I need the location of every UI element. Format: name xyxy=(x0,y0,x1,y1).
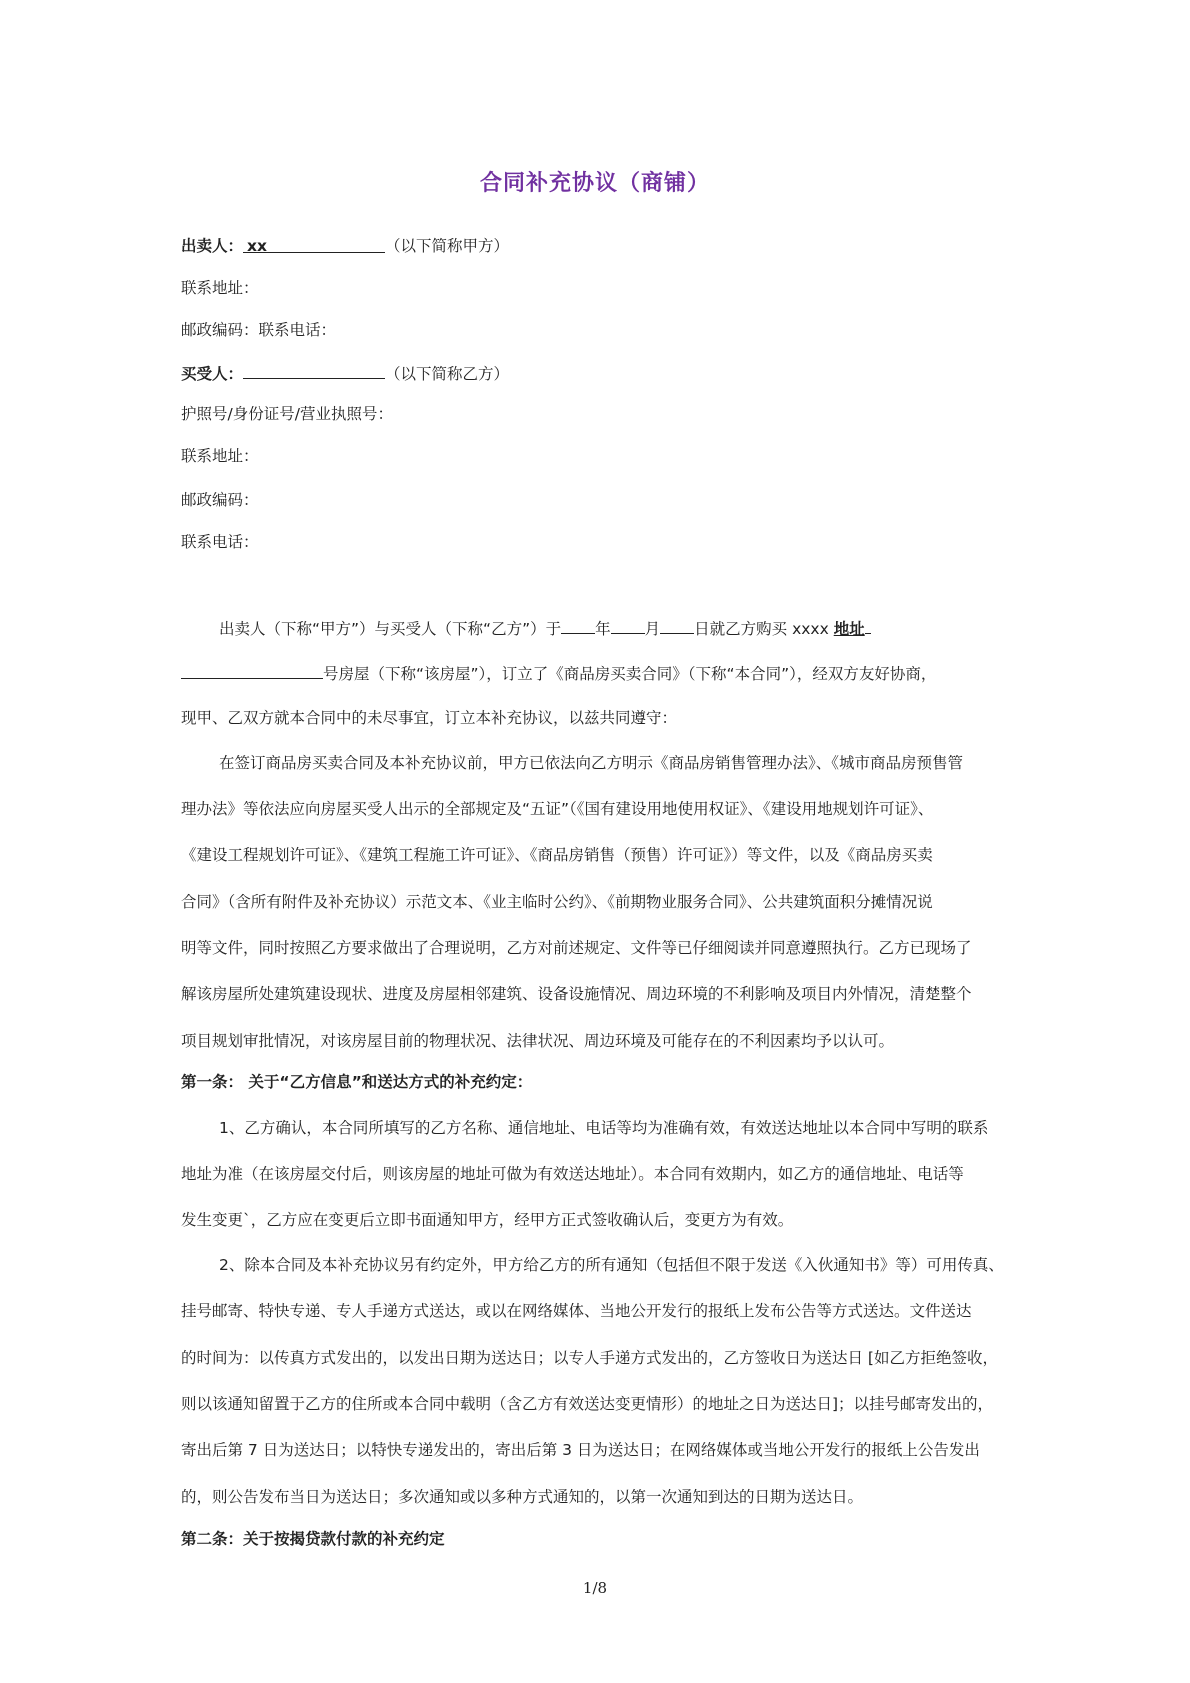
year-label: 年 xyxy=(595,620,611,638)
document-title: 合同补充协议（商铺） xyxy=(479,171,710,196)
page-number: 1/8 xyxy=(582,1579,608,1597)
id-number-line: 护照号/身份证号/营业执照号： xyxy=(181,405,393,423)
contact-address-2: 联系地址： xyxy=(181,447,259,465)
body-line-2: 理办法》等依法应向房屋买受人出示的全部规定及“五证”（《国有建设用地使用权证》、《建设用地规划许可证》、 xyxy=(181,800,934,818)
article-1-item-2-line-1: 2、除本合同及本补充协议另有约定外，甲方给乙方的所有通知（包括但不限于发送《入伙通知书》等）可用传真、 xyxy=(219,1256,1004,1274)
body-line-5: 明等文件，同时按照乙方要求做出了合理说明，乙方对前述规定、文件等已仔细阅读并同意遵照执行。乙方已现场了 xyxy=(181,939,972,957)
buyer-blank xyxy=(243,362,385,379)
seller-line xyxy=(181,236,509,256)
article-1-item-1-line-1: 1、乙方确认，本合同所填写的乙方名称、通信地址、电话等均为准确有效，有效送达地址以本合同中写明的联系 xyxy=(219,1119,989,1137)
intro-text-b: 日就乙方购买 xxxx xyxy=(694,620,834,638)
article-1-item-2-line-3: 的时间为：以传真方式发出的，以发出日期为送达日；以专人手递方式发出的，乙方签收日为送达日 [如乙方拒绝签收， xyxy=(181,1349,998,1367)
seller-blank xyxy=(243,236,385,253)
month-blank xyxy=(611,617,645,634)
postal-phone-1: 邮政编码：联系电话： xyxy=(181,321,337,339)
intro-text-a: 出卖人（下称“甲方”）与买受人（下称“乙方”）于 xyxy=(219,620,562,638)
article-1-item-2-line-4: 则以该通知留置于乙方的住所或本合同中载明（含乙方有效送达变更情形）的地址之日为送达日]；以挂号邮寄发出的， xyxy=(181,1395,994,1413)
address-label: 地址 xyxy=(833,620,865,638)
seller-value: xx xyxy=(247,237,268,255)
article-2-heading: 第二条：关于按揭贷款付款的补充约定 xyxy=(181,1530,445,1548)
article-1-item-2-line-2: 挂号邮寄、特快专递、专人手递方式送达，或以在网络媒体、当地公开发行的报纸上发布公告等方式送达。文件送达 xyxy=(181,1302,972,1320)
day-blank xyxy=(660,617,694,634)
address-tail xyxy=(865,617,871,634)
buyer-line xyxy=(181,362,509,384)
buyer-label: 买受人： xyxy=(181,365,244,383)
house-number-blank xyxy=(181,662,323,679)
month-label: 月 xyxy=(644,620,661,638)
body-line-6: 解该房屋所处建筑建设现状、进度及房屋相邻建筑、设备设施情况、周边环境的不利影响及项目内外情况，清楚整个 xyxy=(181,985,972,1003)
year-blank xyxy=(561,617,595,634)
body-line-3: 《建设工程规划许可证》、《建筑工程施工许可证》、《商品房销售（预售）许可证》）等文件，以及《商品房买卖 xyxy=(181,846,933,864)
article-1-item-1-line-2: 地址为准（在该房屋交付后，则该房屋的地址可做为有效送达地址）。本合同有效期内，如乙方的通信地址、电话等 xyxy=(181,1165,964,1183)
article-1-heading: 第一条： 关于“乙方信息”和送达方式的补充约定： xyxy=(181,1073,533,1091)
intro-line-3: 现甲、乙双方就本合同中的未尽事宜，订立本补充协议，以兹共同遵守： xyxy=(181,709,678,727)
intro-line-1 xyxy=(181,617,1059,639)
body-line-7: 项目规划审批情况，对该房屋目前的物理状况、法律状况、周边环境及可能存在的不利因素均予以认可。 xyxy=(181,1032,895,1050)
article-1-item-2-line-6: 的，则公告发布当日为送达日；多次通知或以多种方式通知的，以第一次通知到达的日期为送达日。 xyxy=(181,1488,864,1506)
intro-line-2 xyxy=(181,662,1021,684)
buyer-suffix: （以下简称乙方） xyxy=(385,365,510,383)
intro-text-c: 号房屋（下称“该房屋”），订立了《商品房买卖合同》（下称“本合同”），经双方友好协商， xyxy=(323,665,937,683)
phone-2: 联系电话： xyxy=(181,533,259,551)
body-line-1: 在签订商品房买卖合同及本补充协议前，甲方已依法向乙方明示《商品房销售管理办法》、《城市商品房预售管 xyxy=(219,754,964,772)
contact-address-1: 联系地址： xyxy=(181,279,259,297)
seller-suffix: （以下简称甲方） xyxy=(385,237,510,255)
article-1-item-1-line-3: 发生变更`，乙方应在变更后立即书面通知甲方，经甲方正式签收确认后，变更方为有效。 xyxy=(181,1211,794,1229)
seller-label: 出卖人： xyxy=(181,237,244,255)
article-1-item-2-line-5: 寄出后第 7 日为送达日；以特快专递发出的，寄出后第 3 日为送达日；在网络媒体或当地公开发行的报纸上公告发出 xyxy=(181,1441,980,1459)
body-line-4: 合同》（含所有附件及补充协议）示范文本、《业主临时公约》、《前期物业服务合同》、公共建筑面积分摊情况说 xyxy=(181,893,933,911)
postal-code-2: 邮政编码： xyxy=(181,491,259,509)
